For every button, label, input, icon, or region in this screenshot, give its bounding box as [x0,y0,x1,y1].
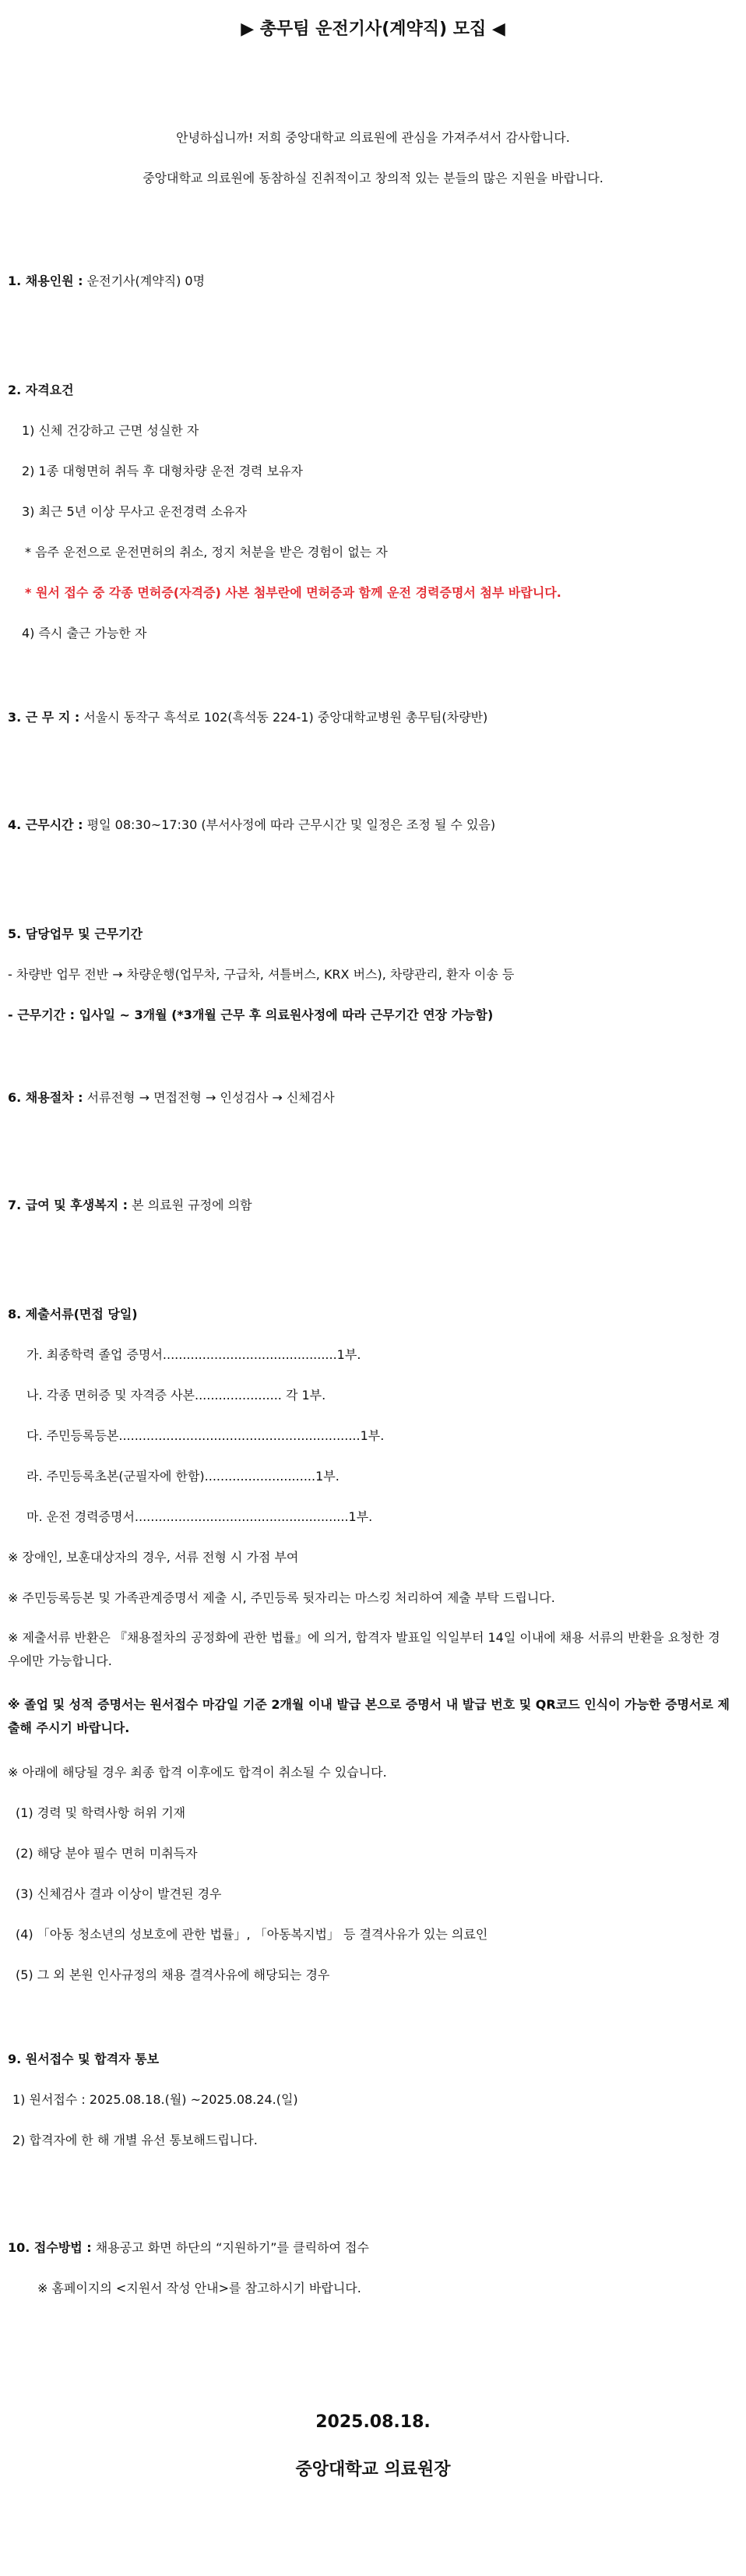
section-text: 운전기사(계약직) 0명 [83,273,206,288]
document-item: 라. 주민등록초본(군필자에 한함)............................1부. [26,1469,340,1484]
qualification-warning: * 원서 접수 중 각종 면허증(자격증) 사본 첨부란에 면허증과 함께 운전 경력증명서 첨부 바랍니다. [25,585,561,600]
document-item: 마. 운전 경력증명서......................................................1부. [26,1509,373,1524]
section-text: 평일 08:30~17:30 (부서사정에 따라 근무시간 및 일정은 조정 될 수 있음) [83,817,496,832]
section-duties-heading: 5. 담당업무 및 근무기간 [8,926,143,941]
document-note: ※ 주민등록등본 및 가족관계증명서 제출 시, 주민등록 뒷자리는 마스킹 처리하여 제출 부탁 드립니다. [8,1590,555,1605]
section-application-heading: 9. 원서접수 및 합격자 통보 [8,2052,160,2066]
section-label: 1. 채용인원 : [8,273,83,288]
document-note: ※ 장애인, 보훈대상자의 경우, 서류 전형 시 가점 부여 [8,1550,299,1565]
issuing-organization: 중앙대학교 의료원장 [295,2460,451,2479]
section-label: 6. 채용절차 : [8,1090,83,1105]
section-recruit-count [8,273,205,290]
document-note: ※ 아래에 해당될 경우 최종 합격 이후에도 합격이 취소될 수 있습니다. [8,1765,387,1780]
section-qualifications-heading: 2. 자격요건 [8,383,74,397]
greeting-line-1: 안녕하십니까! 저희 중앙대학교 의료원에 관심을 가져주셔서 감사합니다. [176,130,570,145]
section-work-hours [8,817,495,834]
section-salary-benefits [8,1197,252,1214]
section-label: 3. 근 무 지 : [8,710,80,725]
duties-text: - 차량반 업무 전반 → 차량운행(업무차, 구급차, 셔틀버스, KRX 버스), 차량관리, 환자 이송 등 [8,967,515,982]
section-text: 서울시 동작구 흑석로 102(흑석동 224-1) 중앙대학교병원 총무팀(차량반) [79,710,488,725]
document-item: 나. 각종 면허증 및 자격증 사본...................... 각 1부. [26,1388,326,1403]
qualification-item: 2) 1종 대형면허 취득 후 대형차량 운전 경력 보유자 [22,464,303,478]
document-item: 다. 주민등록등본.............................................................1부. [26,1428,385,1443]
posting-content [8,61,738,2500]
section-work-location [8,709,487,726]
application-item: 2) 합격자에 한 해 개별 유선 통보해드립니다. [12,2133,258,2147]
section-text: 서류전형 → 면접전형 → 인성검사 → 신체검사 [83,1090,335,1105]
cancel-condition: (2) 해당 분야 필수 면허 미취득자 [16,1846,198,1861]
document-item: 가. 최종학력 졸업 증명서............................................1부. [26,1347,361,1362]
greeting-line-2: 중앙대학교 의료원에 동참하실 진취적이고 창의적 있는 분들의 많은 지원을 바랍니다. [143,171,603,185]
section-hiring-process [8,1089,335,1106]
cancel-condition: (3) 신체검사 결과 이상이 발견된 경우 [16,1886,222,1901]
cancel-condition: (1) 경력 및 학력사항 허위 기재 [16,1805,186,1820]
section-text: 본 의료원 규정에 의함 [128,1198,252,1212]
section-documents-heading: 8. 제출서류(면접 당일) [8,1307,138,1322]
posting-date: 2025.08.18. [315,2412,431,2432]
qualification-item: 3) 최근 5년 이상 무사고 운전경력 소유자 [22,504,247,519]
section-application-method [8,2239,369,2257]
qualification-item: 4) 즉시 출근 가능한 자 [22,626,147,640]
posting-title: ▶ 총무팀 운전기사(계약직) 모집 ◀ [241,19,505,39]
qualification-item: * 음주 운전으로 운전면허의 취소, 정지 처분을 받은 경험이 없는 자 [25,545,388,559]
document-note-bold: ※ 졸업 및 성적 증명서는 원서접수 마감일 기준 2개월 이내 발급 본으로 증명서 내 발급 번호 및 QR코드 인식이 가능한 증명서로 제출해 주시기 바랍니다. [8,1697,730,1735]
section-text: 채용공고 화면 하단의 “지원하기”를 클릭하여 접수 [91,2240,369,2255]
application-method-note: ※ 홈페이지의 <지원서 작성 안내>를 참고하시기 바랍니다. [37,2281,361,2295]
work-period-text: - 근무기간 : 입사일 ~ 3개월 (*3개월 근무 후 의료원사정에 따라 근무기간 연장 가능함) [8,1007,494,1022]
qualification-item: 1) 신체 건강하고 근면 성실한 자 [22,423,199,438]
section-label: 4. 근무시간 : [8,817,83,832]
cancel-condition: (4) 「아동 청소년의 성보호에 관한 법률」, 「아동복지법」 등 결격사유가 있는 의료인 [16,1927,488,1942]
section-label: 7. 급여 및 후생복지 : [8,1198,128,1212]
document-note: ※ 제출서류 반환은 『채용절차의 공정화에 관한 법률』에 의거, 합격자 발표일 익일부터 14일 이내에 채용 서류의 반환을 요청한 경우에만 가능합니다. [8,1630,720,1668]
cancel-condition: (5) 그 외 본원 인사규정의 채용 결격사유에 해당되는 경우 [16,1967,330,1982]
section-label: 10. 접수방법 : [8,2240,92,2255]
application-item: 1) 원서접수 : 2025.08.18.(월) ~2025.08.24.(일) [12,2092,298,2107]
